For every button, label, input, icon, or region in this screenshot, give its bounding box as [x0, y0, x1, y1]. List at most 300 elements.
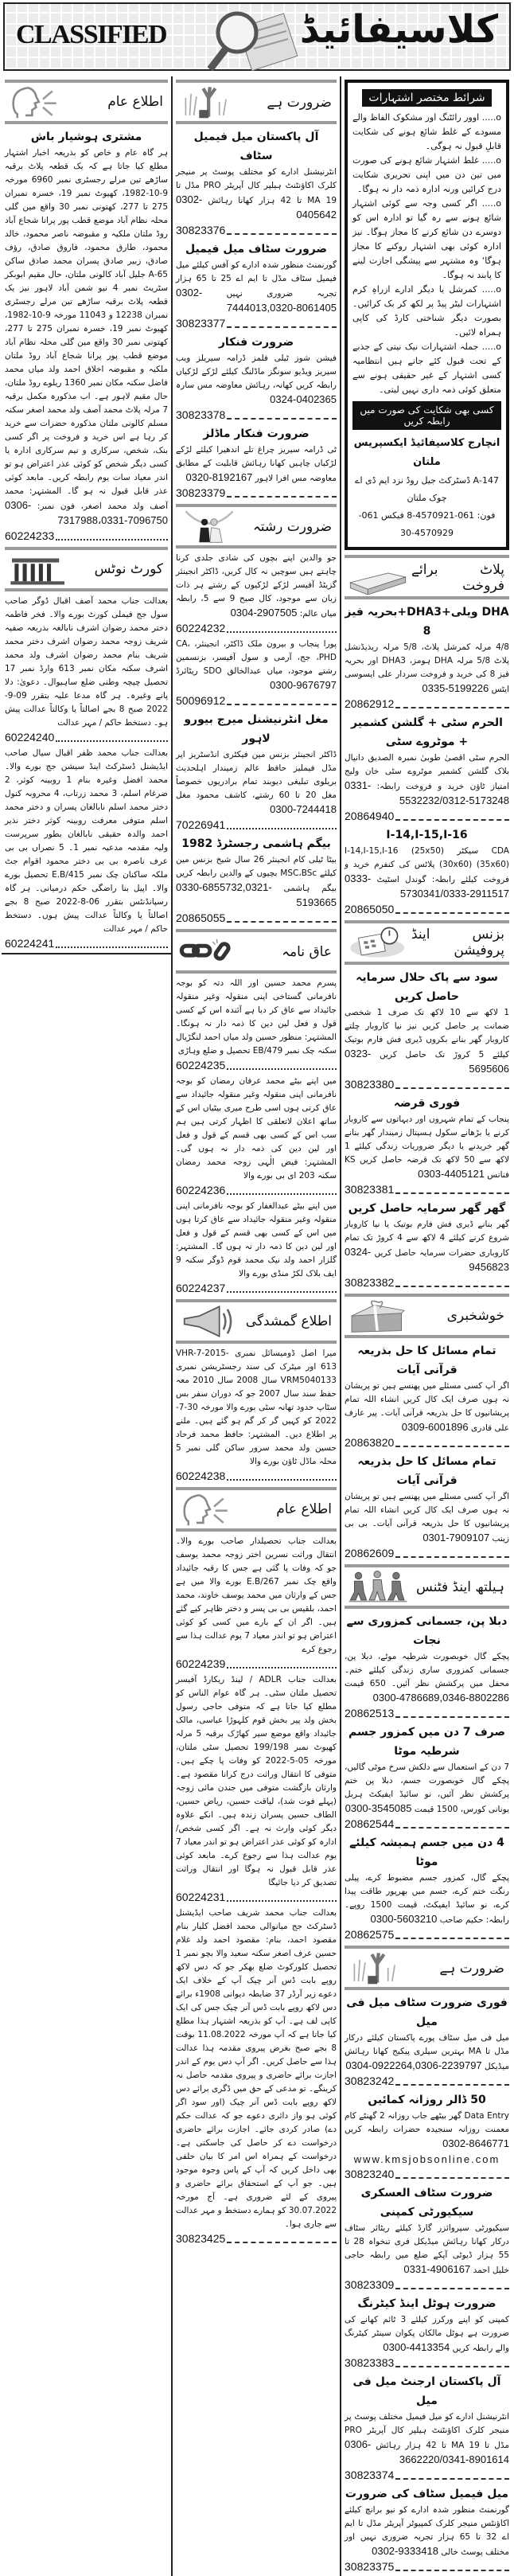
magnifier-newspaper-icon	[188, 9, 307, 71]
leader-line	[227, 1900, 337, 1902]
section-title: اطلاع عام	[107, 94, 163, 110]
ad-body	[345, 641, 509, 697]
office-address: 147-A ڈسٹرکٹ جیل روڈ نزد ایم ڈی اے چوک ملتان	[355, 475, 499, 503]
ad-reference-number: 20862513	[345, 1707, 395, 1719]
ad-reference-number: 30823382	[345, 1276, 395, 1289]
speaking-head-icon	[176, 1492, 243, 1527]
ad-phone: 0300-9676797	[270, 679, 337, 691]
ad-text: میل فی میل سٹاف پورے پاکستان کیلئے درکار مڈل تا MA بہترین سیلری پیکیج کھانا رہائش میڈیکل	[345, 2033, 509, 2071]
classified-ad	[5, 747, 168, 951]
ad-reference-number: 60224240	[5, 731, 55, 744]
ad-title: 50 ڈالر روزانہ کمائیں	[368, 2094, 486, 2106]
classified-ad	[345, 968, 509, 1092]
leader-line	[227, 326, 337, 328]
ad-phone: 0324-0402365	[270, 393, 337, 405]
ad-reference-number: 60224239	[176, 1657, 226, 1670]
raised-hands-icon	[345, 1950, 411, 1985]
leader-line	[227, 1479, 337, 1481]
ad-phone: 0302-8646771	[442, 2137, 509, 2149]
ad-reference-number: 50096912	[176, 694, 226, 707]
ad-title: تمام مسائل کا حل بذریعہ قرآنی آیات	[357, 1455, 496, 1487]
leader-line	[395, 2570, 509, 2571]
ad-title: آل پاکستان میل فیمیل سٹاف	[193, 131, 319, 162]
ad-reference-number: 30823375	[345, 2560, 395, 2573]
ad-title: فوری ضرورت سٹاف میل فی میل	[346, 1996, 508, 2028]
ad-phone: 0324-9456823	[345, 1246, 509, 1273]
ad-reference-number: 60224233	[5, 529, 55, 542]
section-title: ضرورت ہے	[439, 1960, 504, 1977]
ad-body	[345, 845, 509, 902]
leader-line	[227, 2242, 337, 2243]
ad-text: 7 دن کے استعمال سے دلکش سرخ موٹی گالیں، پچکے گال خوبصورت جسم، دبلا پن ختم پرکشش نظر آئیں، نو سائیڈ ایفیکٹ ہربل یونانی کورس، 1500 قیمت	[345, 1762, 509, 1814]
ad-text: 1 لاکھ سے 10 لاکھ تک صرف 1 شخصی ضمانت پر حاصل کریں نیز نیا کاروبار چلتے کاروبار گھر بنانے بکروں ڈیری فش فارم بوتیک کیلئے 5 کروڑ تک حاصل کریں	[345, 1008, 510, 1060]
ad-reference	[345, 1706, 509, 1721]
ad-body	[345, 2110, 509, 2152]
ad-reference-number: 30823425	[176, 2232, 226, 2245]
calendar-clock-icon	[345, 925, 411, 960]
ad-phone: 0300-3545085	[345, 1802, 412, 1814]
ad-body	[345, 1218, 509, 1275]
ad-title: ضرورت ہوٹل اینڈ کیٹرنگ	[357, 2297, 496, 2310]
section-title: اطلاع گمشدگی	[245, 1313, 332, 1329]
raised-hands-icon	[176, 84, 243, 119]
ad-body	[176, 1673, 337, 1890]
ad-text: 4/8 مرلہ کمرشل پلاٹ، 5/8 مرلہ ریذیڈنشل پلاٹ 5/8 مرلہ DHA ہومز، DHA3 اور بحریہ فیز 8 کی خرید و فروخت سردار علی ایسوسی ایٹس	[345, 642, 510, 694]
ad-title: DHA ویلی+DHA3+بحریہ فیز 8	[345, 606, 509, 638]
ad-body	[345, 1761, 509, 1817]
classified-ad	[345, 825, 509, 917]
ad-phone: 0303-4405121	[418, 1168, 485, 1180]
ad-reference-number: 30823383	[345, 2356, 395, 2369]
ad-body	[5, 747, 168, 936]
leader-line	[395, 2084, 509, 2086]
leader-line	[395, 819, 509, 821]
classified-ad	[5, 595, 168, 745]
leader-line	[56, 539, 168, 541]
exercise-people-icon	[345, 1569, 411, 1604]
ad-reference-number: 30823377	[176, 317, 226, 330]
ad-text: انٹرنیشنل ادارے کو مختلف پوسٹ پر منیجر کلرک اکاؤنٹنٹ ہیلپر کال آپریٹر PRO مڈل تا MA 19 تا 42 ہزار کھانا رہائش	[176, 167, 337, 205]
left-column	[2, 76, 171, 954]
ad-reference	[176, 1469, 337, 1484]
classified-ad	[345, 1341, 509, 1450]
ad-reference	[345, 1077, 509, 1092]
section-title: ضرورت ہے	[267, 94, 332, 111]
ad-body	[176, 1075, 337, 1183]
leader-line	[395, 1087, 509, 1089]
ad-body	[176, 853, 337, 911]
classified-ad	[345, 603, 509, 712]
speaking-head-icon	[5, 84, 72, 119]
ad-text: انٹرنیشنل ادارے کو میل فیمیل مختلف پوسٹ پر منیجر کلرک اکاؤنٹنٹ ہیلپر کال آپریٹر PRO مڈل تا MA 19 تا 42 ہزار رہائش	[345, 2412, 509, 2450]
ad-body	[345, 1113, 509, 1182]
ad-phone: 0306-7317988،0331-7096750	[5, 499, 168, 526]
classified-ad	[176, 1075, 337, 1198]
ad-text: گورنمنٹ منظور شدہ ادارے کو نیو برانچ کیلئے اکاؤنٹس منیجر کلرک کمپیوٹر آپریٹر مڈل تا ایم اے 32 تا 65 ہزار تجربہ ضروری نہیں اور مختلف پوسٹ خالی	[345, 2505, 509, 2557]
classified-ad	[345, 2484, 509, 2574]
ad-reference-number: 30823309	[345, 2278, 395, 2291]
ad-reference	[345, 2074, 509, 2089]
broken-chain-icon	[176, 934, 243, 969]
ad-text: پچکے گال، کمزور جسم مضبوط کرے، پیلی رنگت ختم کرے، جسم میں بھرپور طاقت پیدا کرے، نو سائیڈ ایفیکٹ، قیمت 1500 روپے۔ رابطہ: حکیم صاحب	[345, 1873, 509, 1925]
ad-text: پنجاب کے تمام شہروں اور دیہاتوں سے کاروبار کرنے یا بڑھانے سکول ہسپتال زمیندار گھر بنانے گھر خریدنے یا دیگر ضروریات زندگی کیلئے 1 لاکھ سے 50 لاکھ تک قرضہ حاصل کریں KS فنانس	[345, 1114, 509, 1180]
leader-line	[56, 946, 168, 948]
ad-text: پسرم محمد حسین اور اللہ دتہ کو بوجہ نافرمانی گستاخی اپنی منقولہ وغیر منقولہ جائیداد سے عاق کر دیا ہے آئندہ اس کے کسی قول و فعل لین دین کا ذمہ دار نہ ہونگا۔ المشتہر: منظور حسین ولد میاں احمد لنگڑیال سکنہ چک نمبر 479/EB تحصیل و ضلع وہاڑی	[176, 978, 337, 1056]
ad-reference	[176, 693, 337, 708]
ad-text: ہر گاہ عام و خاص کو بذریعہ اخبار اشتہار مطلع کیا جاتا ہے کہ یک قطعہ پلاٹ برقبہ ساڑھے تین مرلے رجسٹری نمبر 6960 مورخہ 9-10-1982، کھیوٹ نمبر 19، خسرہ نمبران 275 تا 277، کھتونی نمبر 30 واقع مین گلی محلہ نظام آباد موضع قطب پور پرانا شجاع آباد روڈ ملتان ملکیہ و مقبوضہ ناصر محمود، خالد محمود، طارق محمود، فاروق صادق، رؤف صادق، زبیر صادق پسران محمد صادق ساکن 65-A جلیل آباد کالونی ملتان، حال مقیم ابوبکر سٹریٹ نمبر 4 نیو شمن آباد لاہور نیز یک قطعہ پلاٹ برقبہ ساڑھے تین مرلے رجسٹری نمبران 12238 و 11043 مورخہ 9-10-1982، کھیوٹ نمبر 19، خسرہ نمبران 275 تا 277، کھتونی نمبر 30 واقع مین گلی محلہ نظام آباد موضع قطب پور پرانا شجاع آباد روڈ ملتان ملکیہ و مقبوضہ اخلاق احمد ولد میاں محمد فاضل سکنہ مکان نمبر 1360 ریلوے روڈ ملتان، حال مقیم لاہور ہے۔ اب مذکورہ مکمل برقبہ 7 مرلہ پلاٹ محمد آصف ولد محمد اصغر سکنہ مسلم کالونی ملتان مذکورہ حضرات سے خرید کر رہا ہے اس خرید و فروخت پر اگر کسی بنک، شخص، سرکاری و نیم سرکاری ادارہ یا کسی دیگر شخص کو کوئی عذر اعتراض ہو تو اندر معیاد سات یوم رابطہ کریں۔ مابعد کوئی عذر قابل قبول نہ ہو گا۔ المشتہر: محمد آصف ولد محمد اصغر، فون نمبر:	[5, 148, 169, 511]
ad-phone: 0306-3662220/0341-8901614	[345, 2438, 509, 2465]
ad-text: جو والدین اپنے بچوں کی شادی جلدی کرنا چاہتے ہیں سوچیں نہ کال کریں، ڈاکٹر انجینئر گزیٹڈ آفیسر لڑکے لڑکیوں کے رشتے ہر ذات زبان سے موجود، کال صبح 9 سے 5، رابطہ میاں عالم:	[176, 553, 337, 619]
ad-reference-number: 70226941	[176, 818, 226, 831]
classified-columns	[2, 76, 512, 2576]
ad-reference-number: 20865050	[345, 903, 395, 915]
ad-text: Data Entry گھر بیٹھے جاب روزانہ 2 گھنٹے کام معمنت روزانہ سنجیدہ حضرات رابطہ کریں	[345, 2111, 510, 2134]
ad-text: میں اپنے بیٹے محمد عرفان رمضان کو بوجہ نافرمانی اپنی منقولہ وغیر منقولہ جائیداد سے عاق کرتی ہوں اسی طرح میری بیٹیاں اس کے ساتھ اعلان لاتعلقی کا اظہار کرتی ہیں ہم سب اس کے کسی بھی قسم کے قول و فعل اور لین دین کی ذمہ دار نہ ہوں گی۔ المشتہر: فیض الٰہی زوجہ محمد رمضان سکنہ 203 ای بی بورے والا	[176, 1076, 337, 1181]
ad-body	[176, 748, 337, 818]
ad-text: گھر بنانے ڈیری فش فارم بوتیک یا نیا کاروبار شروع کرنے کیلئے 4 لاکھ سے 4 کروڑ تک تمام کاروباری حضرات سرمایہ حاصل کریں	[345, 1220, 510, 1258]
ad-title: الحرم سٹی + گلشن کشمیر + موٹروے سٹی	[351, 716, 503, 748]
ad-text: میں اپنے بیٹے عبدالغفار کو بوجہ نافرمانی اپنی منقولہ وغیر منقولہ جائیداد سے عاق کرتا ہوں میں اس کے کسی بھی قسم کے قول و فعل اور لین دین کا ذمہ دار نہ ہوں گا۔ المشتہر: گلزار احمد ولد نیک محمد قوم ڈوگر سکنہ 9 ایف بلاک لکڑ منڈی بورے والا	[176, 1201, 337, 1278]
ad-reference	[176, 316, 337, 331]
ad-reference-number: 30823240	[345, 2168, 395, 2180]
ad-reference-number: 20862544	[345, 1817, 395, 1830]
middle-column	[171, 76, 341, 2576]
ad-reference-number: 30823379	[176, 486, 226, 499]
ad-text: فیشن شوز ٹیلی فلمز ڈرامہ سیریلز ویب سیریز ویڈیو سونگز ماڈلنگ کیلئے لڑکے لڑکیاں رابطہ کریں کھانہ، رہائش معاوضہ مس سارہ	[176, 353, 337, 390]
ad-reference	[345, 2277, 509, 2293]
ad-text: اگر آپ کسی مسئلے میں پھنسے ہیں تو پریشان نہ ہوں صرف ایک کال کریں انشاء اللہ تمام پریشانیوں کا حل بذریعہ قرآنی آیات۔ پیر عارف علی قادری	[345, 1381, 509, 1433]
ad-body	[345, 2410, 509, 2468]
ad-phone: 0301-7909107	[422, 1532, 490, 1544]
ad-text: اگر آپ کسی مسئلے میں پھنسے ہیں تو پریشان نہ ہوں صرف ایک کال کریں انشاء اللہ تمام پریشانیوں کا حل بذریعہ قرآنی آیات۔ بی بی زینب	[345, 1492, 509, 1544]
terms-title: شرائط مختصر اشتہارات	[362, 89, 492, 107]
ad-text: سیکیورٹی سپروائزر گارڈ کیلئے ریٹائر سٹاف درکار کھانا رہائش میڈیکل فری تنخواہ 28 تا 55 ہزار ڈیوٹی آپکے ضلع میں رابطہ حاجی خلیل احمد	[345, 2223, 509, 2275]
classified-ad	[345, 2184, 509, 2293]
leader-line	[227, 1068, 337, 1070]
ad-text: ڈاکٹر انجینئر بزنس مین فیکٹری انڈسٹریز اپر مڈل فیملیز حافظ عالم زمیندار اہلحدیث بریلوی تبلیغی دیوبند تمام برادریوں خصوصاً مغل 20 تا 60 رشتے، کاشف محمود مغل	[176, 750, 337, 800]
section-header	[345, 1946, 509, 1990]
leader-line	[227, 704, 337, 705]
ad-title: گھر گھر سرمایہ حاصل کریں	[348, 1202, 506, 1215]
ad-phone: 0302-9333418	[372, 2545, 438, 2557]
right-column	[341, 76, 512, 2576]
ad-body	[176, 977, 337, 1058]
classified-ad	[345, 2090, 509, 2182]
section-title: ضرورت رشتہ	[252, 518, 332, 535]
ad-phone: 0300-4413354	[383, 2341, 450, 2353]
ad-title: ضرورت فنکار	[218, 336, 294, 349]
ad-text: بعدالت جناب محمد ظفر اقبال سیال صاحب ایڈیشنل ڈسٹرکٹ اینڈ سیشن جج بورے والا۔ محمد افضل وغیرہ بنام 1 روبینہ کوثر، 2 ضرغام اسلم، 3 محمد زرتاب، 4 محروبہ کنول دختر محمد اسلم نابالغان پسران و دختر محمد اسلم متوفی معرفت روبینہ کوثر دختر نذیر احمد والدہ حقیقی نابالغان بطور سرپرست ولیہ مقدمہ مدعیہ نمبر 1۔ 5 نصراں بی بی عرف ناصرہ بی بی دختر محمود اقوام جٹ ملکہ ساکنان چک نمبر 415/E.B تحصیل بورے والا۔ اپیل بنا راضگی حکم درمیانی۔ ہر گاہ رسپانڈنٹس بتقرر 06-8-2022 صبح 8 بجے اصالتاً یا وکالتاً عدالت پیش ہوں۔ دستخط حاکم / مہر عدالت	[5, 748, 169, 934]
ad-reference-number: 20862912	[345, 697, 395, 710]
section-header	[345, 555, 509, 599]
section-header	[176, 1487, 337, 1532]
ad-body	[176, 1347, 337, 1469]
ad-reference	[345, 2167, 509, 2182]
terms-item: o..... غلط اشتہار شائع ہونے کی صورت میں تین دن میں اپنی تحریری شکایت درج کرائیں ورنہ ادارہ ذمہ دار نہ ہوگا۔	[352, 154, 501, 197]
classified-ad	[345, 713, 509, 824]
ad-reference-number: 30823242	[345, 2074, 395, 2087]
ad-text: میرا اصل ڈومیسائل نمبری VHR-7-2015-613 اور میٹرک کی سند رجسٹریشن نمبری VRM5040133 سال 2008 سال 2010 معہ حفظ سند سال 2007 جو کہ دوران سفر بس سٹاپ حدود تھانہ سٹی بورے والا مورخہ 30-7-2022 کو کہیں گر کر گم ہو گئے ہیں۔ ملنے پر اطلاع دیں۔ المشتہر: حافظ محمد فرحاد حسین ولد محمد سرور ساکن گلی نمبر 5 محلہ ماڈل ٹاؤن بورے والا	[176, 1348, 337, 1466]
leader-line	[395, 1446, 509, 1447]
classified-ad	[345, 1094, 509, 1197]
page-masthead	[3, 2, 511, 71]
classified-ad	[5, 127, 168, 544]
classified-ad	[345, 1993, 509, 2089]
leader-line	[395, 2288, 509, 2289]
ad-phone: 0331-5532232/0312-5173248	[345, 779, 509, 806]
leader-line	[395, 1938, 509, 1939]
ad-title: ضرورت سٹاف میل فیمیل	[185, 243, 328, 256]
courthouse-icon	[5, 552, 72, 587]
ad-phone: 0330-6855732,0321-5193665	[176, 881, 337, 908]
ad-phone: 0304-2907505	[230, 607, 298, 619]
leader-line	[227, 496, 337, 498]
ad-website[interactable]: www.kmsjobsonline.com	[353, 2153, 500, 2165]
section-title: بزنس اینڈ پروفیشن	[411, 927, 504, 958]
ad-text: کمپنی کو اپنے ورکرز کیلئے 3 ٹائم کھانے کی ضرورت ہے ہوٹل مالکان پکوان سینٹر کیٹرنگ والے رابطہ کریں	[345, 2315, 509, 2353]
section-header	[176, 929, 337, 974]
section-header	[345, 1294, 509, 1338]
megaphone-icon	[176, 1304, 243, 1339]
ad-reference	[345, 697, 509, 712]
masthead-title-urdu: کلاسیفائیڈ	[299, 7, 498, 52]
ad-reference	[176, 486, 337, 501]
classified-ad	[176, 1673, 337, 1905]
ad-title: 4 دن میں جسم ہمیشہ کیلئے موٹا	[349, 1836, 504, 1868]
leader-line	[227, 921, 337, 923]
leader-line	[227, 631, 337, 633]
ad-reference	[345, 1275, 509, 1290]
ad-reference-number: 30823374	[345, 2469, 395, 2481]
ad-reference	[345, 2468, 509, 2483]
ad-text: بعدالت جناب ADLR / لینڈ ریکارڈ آفیسر تحصیل ملتان سٹی۔ ہر گاہ عوام الناس کو مطلع کیا جاتا ہے کہ متوفی حاجی رسول بخش ولد پیر بخش قوم کلہوڑا عباسی، مالک جائیداد واقع موضع سیر کھاڑک برقبہ 5 مرلہ کھیوٹ نمبر 199/198 تحصیل سٹی ملتان، مورخہ 05-5-2022 کو وفات پا چکے ہیں۔ متوفی کا انتقال وراثت درج کرانا مقصود ہے۔ وارثان بازگشت متوفی میں جندن مائی زوجہ (پہلے فوت شد)، لیاقت حسین، ریاض حسین، الطاف حسین پسران زندہ ہیں۔ انکے علاوہ دیگر کوئی وارث نہ ہے۔ اگر کسی شخص/ ادارہ کو کوئی عذر اعتراض ہو تو اندر معیاد 7 یوم عدالت ہذا سے رجوع کرے۔ مابعد کوئی عذر قابل قبول نہ ہوگا اور انتقال وراثت تصدیق کر دیا جائیگا	[176, 1675, 337, 1887]
ad-body	[345, 1650, 509, 1706]
ad-title: میل فیمیل سٹاف کی ضرورت	[345, 2488, 509, 2500]
ad-phone: 0309-6001896	[401, 1421, 469, 1433]
terms-item: o..... جملہ اشتہارات نیک نیتی کے جذبے کے تحت قبول کئے جاتے ہیں انتظامیہ کسی اشتہار کے غیر حقیقی ہونے سے متعلق کوئی ذمہ داری نہیں لیتی۔	[352, 340, 501, 397]
terms-item: o..... اگر کسی وجہ سے کوئی اشتہار شائع ہونے سے رہ گیا تو ادارہ اس کو دوسرے دن شائع کرنے کا مجاز ہوگا۔ نیز ادارہ کوئی بھی اشتہار روکنے کا مجاز ہوگا‘ وہ مشتہر سے پیشگی اجازت لینے کا پابند نہ ہوگا۔	[352, 197, 501, 283]
leader-line	[395, 2177, 509, 2179]
ad-body	[176, 1535, 337, 1657]
ad-text: پچکے گال خوبصورت شرطیہ موٹے، دبلا پن، جسمانی کمزوری ساری زندگی کیلئے ختم۔ محفل میں پرکشش نظر آئیں۔ 650 قیمت	[345, 1652, 509, 1688]
ad-body	[176, 259, 337, 316]
classified-ad	[345, 2372, 509, 2483]
ad-reference	[345, 1927, 509, 1942]
leader-line	[395, 1716, 509, 1718]
section-title: عاق نامہ	[282, 943, 332, 960]
section-title: اطلاع عام	[276, 1501, 332, 1517]
ad-reference-number: 60224237	[176, 1282, 226, 1294]
ad-phone: 0323-5695606	[345, 1048, 509, 1075]
ad-reference-number: 60224241	[5, 937, 55, 950]
ad-title: آل پاکستان ارجنٹ میل فی میل	[352, 2375, 501, 2407]
classified-ad	[176, 638, 337, 708]
classified-ad	[345, 1452, 509, 1561]
classified-ad	[176, 1347, 337, 1484]
plot-icon	[345, 560, 411, 595]
gift-box-icon	[345, 1298, 411, 1333]
classified-ad	[176, 1907, 337, 2246]
ad-terms-box	[345, 80, 509, 550]
ad-reference	[5, 529, 168, 544]
ad-text: بعدالت جناب تحصیلدار صاحب بورے والا۔ انتقال وراثت نسرین اختر زوجہ محمد یوسف جو کہ وفات پا گئی ہے جس کا رقبہ جائیداد واقع چک نمبر 267/E.B بورے والا میں ہے جس کے وارثان میں محمد یوسف خاوند، محمد احمد، بلقیس بی بی پسر و دختر ظاہر کیے گئے ہیں۔ اگر ان کے بارے میں کسی کو کوئی اعتراض ہو تو اندر معیاد 7 یوم عدالت ہذا سے رجوع کرے	[176, 1536, 337, 1654]
leader-line	[227, 828, 337, 829]
ad-body	[176, 552, 337, 621]
ad-phone: 0304-0922264,0306-2239797	[345, 2059, 482, 2071]
ad-text: بعدالت جناب محمد آصف اقبال ڈوگر صاحب سول جج فیملی کورٹ بورے والا۔ فخر فاطمہ دختر محمد رضوان اشرف نابالغہ بذریعہ صفیہ شریف زوجہ محمد رضوان اشرف دختر محمد شریف بنام محمد رضوان اشرف ولد محمد اشرف سکنہ مکان نمبر 613 وارڈ نمبر 17 تحصیل چیچہ وطنی ضلع ساہیوال۔ دعویٰ: دلا پانے وغیرہ۔ ہر گاہ مدعا علیہ بتقرر 09-9-2022 صبح 8 بجے اصالتاً یا وکالتاً عدالت پیش ہو۔ دستخط حاکم / مہر عدالت	[5, 596, 169, 728]
ad-reference	[176, 911, 337, 926]
bride-groom-icon	[176, 509, 243, 544]
ad-body	[176, 166, 337, 223]
ad-body	[345, 2313, 509, 2355]
ad-reference	[176, 1183, 337, 1198]
ad-title: تمام مسائل کا حل بذریعہ قرآنی آیات	[357, 1345, 496, 1376]
ad-reference	[345, 2355, 509, 2371]
ad-reference-number: 30823380	[345, 1078, 395, 1091]
ad-body	[345, 2032, 509, 2074]
leader-line	[395, 912, 509, 914]
classified-ad	[176, 710, 337, 833]
leader-line	[227, 1667, 337, 1669]
leader-line	[227, 418, 337, 420]
leader-line	[227, 1193, 337, 1195]
ad-reference	[176, 1058, 337, 1073]
leader-line	[395, 1556, 509, 1558]
classified-ad	[176, 834, 337, 926]
ad-reference	[176, 818, 337, 833]
ad-reference-number: 60224231	[176, 1891, 226, 1903]
ad-reference	[176, 1890, 337, 1905]
ad-text: الحرم سٹی اقصیٰ طوبیٰ نمبرہ الصدیق دانیال بلاک گلشن کشمیر موٹروے سٹی خان ولیج امتیاز ٹاؤن خرید و فروخت رابطہ:	[345, 753, 509, 791]
ad-title: بیگم ہاشمی رجسٹرڈ 1982	[181, 837, 331, 850]
section-header	[176, 80, 337, 124]
ad-reference-number: 30823376	[176, 224, 226, 236]
ad-phone: 0320-8192167	[185, 471, 253, 483]
ad-phone: 0331-4906167	[403, 2263, 471, 2275]
ad-text: CDA سیکٹر I-14,I-15,I-16 (25x50)(30x60) (35x60) پلاٹس کی کنفرم خرید و فروخت کیلئے رابطہ: گوندل اسٹیٹ	[345, 846, 510, 884]
ad-text: پورا پنجاب و بیرون ملک ڈاکٹر، انجینئر، CA، PHD، جج، آرمی و سول آفیسر، بزنسمین رشتے موجود، میاں عبدالخالق SDO ریٹائرڈ	[176, 639, 337, 676]
ad-reference	[345, 902, 509, 917]
section-title: خوشخبری	[446, 1308, 504, 1324]
ad-reference	[176, 408, 337, 423]
leader-line	[395, 1192, 509, 1194]
ad-text: بعدالت جناب محمد شریف صاحب ایڈیشنل ڈسٹرکٹ جج میانوالی محمد افضل کلیار بنام مقصود احمد، بنام: مقصود احمد ولد غلام حسین عرف اصغر سکنہ سعید والا بچو نمبر 1 تحصیل کلورکوٹ ضلع بھکر جو کہ دس لاکھ روپے بابت ڈس آنر چیک آپ کے خلاف ایک دعوے زیر آرڈر 37 ضابطہ دیوانی 1908ء برائے دس لاکھ روپے بابت ڈس آنر چیک جس کی ایک کاپی لف ہے۔ آپ کو بذریعہ اشتہار ہذا مطلع کیا جاتا ہے کہ آپ مورخہ 11.08.2022 بوقت 8 بجے صبح بغرض پیروی مقدمہ ہذا عدالت ہذا سے حاصل کریں۔ اگر آپ دس یوم کے اندر اجازت برائے حاضری و پیروی مقدمہ حاصل نہ کرینگے۔ تو مدعی کے حق میں ڈگری برائے دس لاکھ روپے بابت ڈس آنر چیک (اور سود اگر کوئی ہو واز دائری دعوے جو کہ عدالت حکم دے) صادر کردی جائے۔ اجازت برائے حاضری درخواست دے کر حاصل کی جاسکتی ہے۔ درخواست کے ہمراہ اس امر کا بیان حلفی بھی داخل کریں کہ آپ کے پاس وجوہ موجود ہیں۔ جو آپ کے استحقاق برائے حاضری و پیروی کے لئے ضروری ہے۔ آج مورخہ 30.07.2022 کو ہمارے دستخط و مہر عدالت سے جاری ہوا۔	[176, 1908, 337, 2229]
ad-reference-number: 20864940	[345, 810, 395, 822]
leader-line	[395, 2366, 509, 2367]
ad-title: مشتری ہوشیار باش	[30, 131, 142, 143]
ad-body	[176, 1200, 337, 1281]
office-name: انچارج کلاسیفائیڈ ایکسپریس ملتان	[353, 437, 500, 468]
ad-phone: 0302-7444013,0320-8061405	[176, 287, 337, 314]
ad-reference-number: 20862609	[345, 1547, 395, 1559]
classified-ad	[345, 1723, 509, 1832]
ad-reference-number: 30823381	[345, 1183, 395, 1196]
ad-title: ضرورت سٹاف العسکری سیکیورٹی کمپنی	[360, 2187, 493, 2219]
ad-reference	[176, 1657, 337, 1672]
classified-ad	[176, 333, 337, 423]
ad-body	[176, 443, 337, 486]
ad-reference	[345, 1546, 509, 1561]
ad-reference	[345, 1182, 509, 1197]
ad-body	[176, 638, 337, 693]
leader-line	[395, 707, 509, 708]
ad-reference	[345, 809, 509, 824]
section-header	[5, 547, 168, 591]
leader-line	[227, 233, 337, 235]
ad-body	[345, 1872, 509, 1927]
ad-title: سود سے پاک حلال سرمایہ حاصل کریں	[356, 971, 498, 1003]
section-title: پلاٹ برائے فروخت	[411, 561, 504, 594]
ad-reference	[345, 1435, 509, 1450]
section-header	[5, 80, 168, 124]
classified-ad	[176, 127, 337, 238]
ad-phone: 0300-4786689,0346-8802286	[372, 1692, 509, 1704]
section-header	[176, 504, 337, 548]
ad-reference-number: 60224235	[176, 1059, 226, 1071]
ad-reference-number: 60224236	[176, 1184, 226, 1196]
classified-ad	[176, 552, 337, 636]
complaint-banner: کسی بھی شکایت کی صورت میں رابطہ کریں	[352, 401, 501, 430]
ad-text: ٹی ڈرامہ سیریز چراغ تلے اندھیرا کیلئے لڑکے لڑکیاں چاہیں کھانا رہائش قابلیت کے مطابق معاوضہ مس افرا لاہور	[176, 445, 337, 483]
section-title: کورٹ نوٹس	[94, 561, 163, 577]
ad-title: فوری قرضہ	[393, 1097, 461, 1110]
leader-line	[395, 1827, 509, 1829]
ad-body	[345, 1490, 509, 1546]
classified-ad	[176, 1200, 337, 1296]
ad-body	[5, 146, 168, 529]
leader-line	[395, 1286, 509, 1287]
ad-phone: 0300-7244418	[270, 803, 337, 815]
leader-line	[227, 1291, 337, 1293]
ad-body	[345, 1380, 509, 1435]
ad-reference-number: 20865055	[176, 911, 226, 924]
ad-reference-number: 20862575	[345, 1928, 395, 1941]
classified-ad	[176, 977, 337, 1073]
ad-title: مغل انٹرنیشنل میرج بیورو لاہور	[184, 713, 329, 745]
section-header	[345, 1564, 509, 1609]
ad-phone: 0300-5603210	[370, 1913, 438, 1925]
ad-reference-number: 60224232	[176, 622, 226, 634]
ad-body	[345, 1006, 509, 1077]
ad-reference-number: 60224238	[176, 1469, 226, 1482]
classified-ad	[176, 240, 337, 331]
ad-text: گورنمنٹ منظور شدہ ادارے کو آفس کیلئے میل فیمیل سٹاف مڈل تا ایم اے 25 تا 65 ہزار تجربہ ضروری نہیں	[176, 260, 337, 299]
ad-reference	[5, 730, 168, 745]
classified-ad	[345, 1833, 509, 1942]
ad-title: ضرورت فنکار ماڈلز	[203, 427, 310, 440]
ad-title: دبلا پن، جسمانی کمزوری سے نجات	[346, 1615, 508, 1647]
ad-body	[5, 595, 168, 730]
ad-body	[176, 1907, 337, 2231]
terms-item: o..... کمرشل یا دیگر ادارے ازراہِ کرم اشتہارات لیٹر پیڈ پر لکھ کر بک کرائیں۔ بصورت دیگر شناختی کارڈ کی کاپی ہمراہ لائیں۔	[352, 283, 501, 340]
ad-reference	[345, 2559, 509, 2574]
ad-text: بیٹا ٹیلی کام انجینئر 26 سال شیخ بزنس مین کیلئے MSC،BSc بچیوں کے والدین رابطہ کریں بیگم ہاشمی	[176, 855, 337, 893]
classified-ad	[176, 1535, 337, 1672]
terms-item: o..... اوور رائٹنگ اور مشکوک الفاظ والے مسودے کے غلط شائع ہونے کی شکایت قابلِ قبول نہ ہوگی۔	[352, 111, 501, 154]
ad-reference-number: 20863820	[345, 1436, 395, 1449]
section-header	[176, 1299, 337, 1344]
ad-reference	[5, 936, 168, 951]
classified-ad	[176, 424, 337, 501]
ad-reference	[176, 621, 337, 636]
ad-phone: 0335-5199226	[422, 682, 489, 694]
ad-title: I-14,I-15,I-16	[386, 829, 468, 841]
ad-body	[345, 751, 509, 809]
classified-ad	[345, 1612, 509, 1721]
classified-ad	[345, 2294, 509, 2371]
ad-reference	[176, 223, 337, 238]
ad-phone: 0302-0405642	[176, 193, 337, 221]
